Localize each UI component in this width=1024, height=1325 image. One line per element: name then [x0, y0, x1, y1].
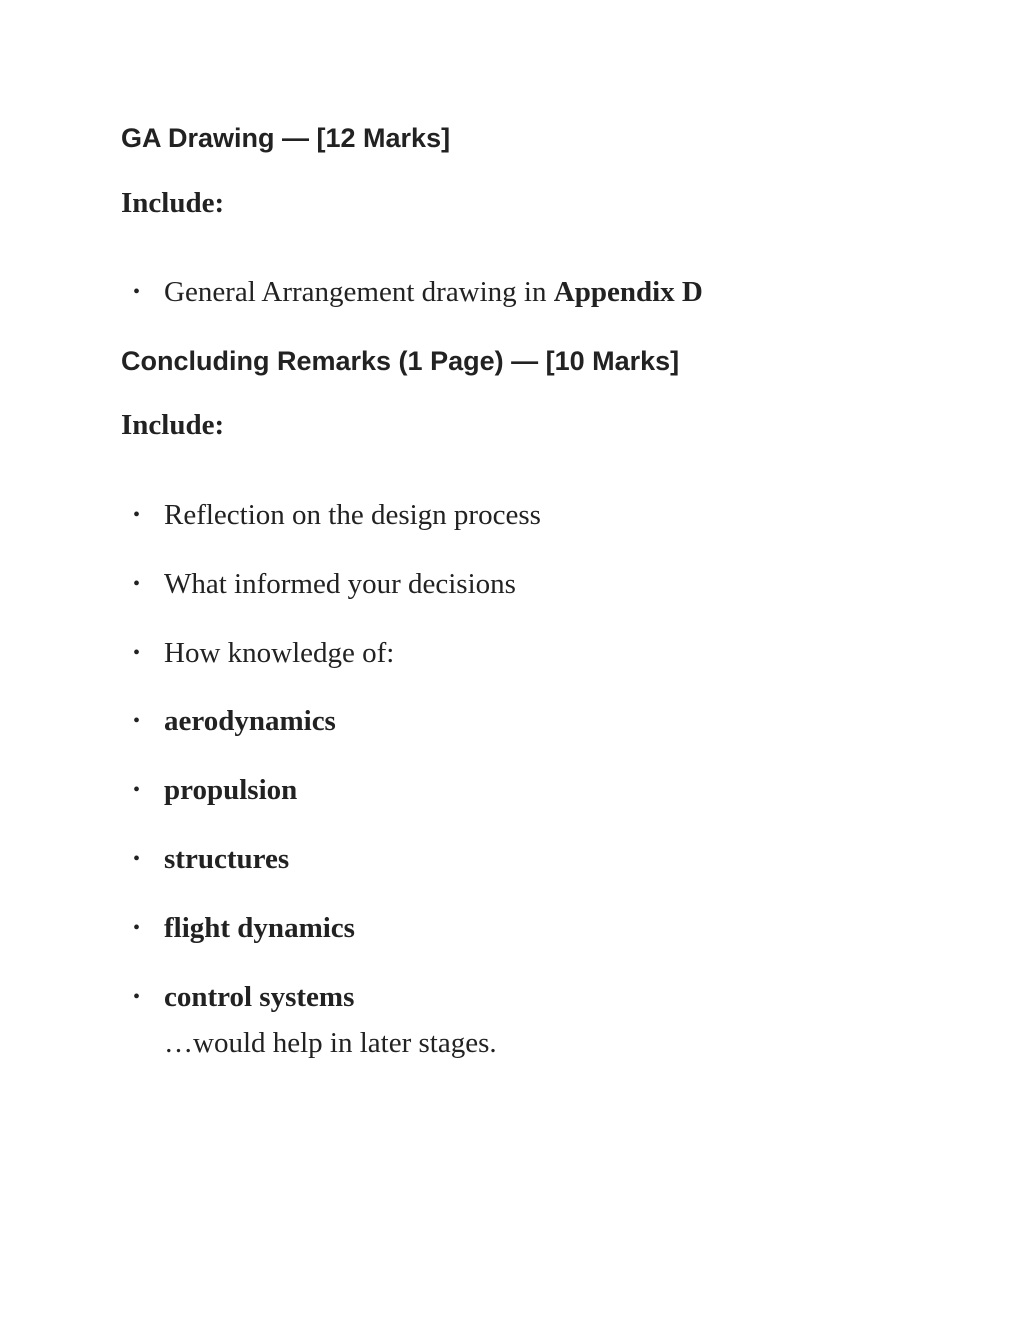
bullet-icon: • [133, 986, 141, 1008]
section-heading-ga-drawing: GA Drawing — [12 Marks] [121, 123, 451, 153]
list-item-plain: General Arrangement drawing in [164, 276, 554, 308]
include-label: Include: [121, 187, 225, 219]
bullet-icon: • [133, 642, 141, 664]
list-item-text: aerodynamics [164, 705, 336, 737]
list-item-text: Reflection on the design process [164, 499, 541, 531]
list-item-text [164, 275, 703, 309]
bullet-icon: • [133, 504, 141, 526]
list-item-text: propulsion [164, 774, 298, 806]
section-heading-concluding-remarks: Concluding Remarks (1 Page) — [10 Marks] [121, 346, 680, 376]
bullet-icon: • [133, 710, 141, 732]
bullet-icon: • [133, 917, 141, 939]
list-item-text: structures [164, 843, 290, 875]
bullet-icon: • [133, 848, 141, 870]
list-item-bold: Appendix D [553, 276, 703, 308]
list-item-text: control systems [164, 981, 355, 1013]
bullet-icon: • [133, 573, 141, 595]
list-continuation-text: …would help in later stages. [164, 1027, 497, 1059]
bullet-icon: • [133, 281, 141, 303]
list-item-text: How knowledge of: [164, 637, 395, 669]
bullet-icon: • [133, 779, 141, 801]
list-item-text: What informed your decisions [164, 568, 516, 600]
include-label: Include: [121, 409, 225, 441]
list-item-text: flight dynamics [164, 912, 355, 944]
